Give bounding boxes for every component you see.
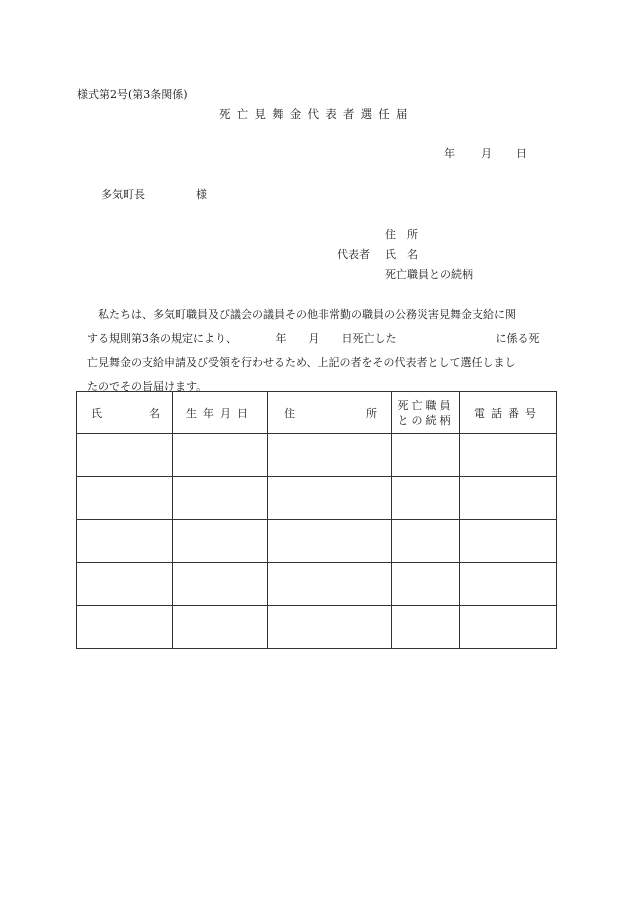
cell-relation[interactable] xyxy=(392,477,460,520)
declaration-text xyxy=(87,303,557,399)
cell-name[interactable] xyxy=(77,477,173,520)
cell-birthdate[interactable] xyxy=(173,434,268,477)
cell-phone[interactable] xyxy=(460,606,557,649)
cell-address[interactable] xyxy=(268,606,392,649)
cell-address[interactable] xyxy=(268,477,392,520)
cell-birthdate[interactable] xyxy=(173,606,268,649)
cell-phone[interactable] xyxy=(460,477,557,520)
declaration-line: 私たちは、多気町職員及び議会の議員その他非常勤の職員の公務災害見舞金支給に関 xyxy=(87,308,516,321)
representative-relation-label: 死亡職員との続柄 xyxy=(385,268,473,281)
header-name-first-char: 氏 xyxy=(91,406,102,420)
representative-block xyxy=(337,226,537,286)
date-year-label: 年 xyxy=(444,147,455,160)
cell-phone[interactable] xyxy=(460,520,557,563)
cell-relation[interactable] xyxy=(392,563,460,606)
addressee-honorific: 様 xyxy=(196,188,207,201)
cell-relation[interactable] xyxy=(392,606,460,649)
cell-name[interactable] xyxy=(77,434,173,477)
document-title: 死亡見舞金代表者選任届 xyxy=(219,107,414,121)
cell-name[interactable] xyxy=(77,520,173,563)
representative-address-label: 住 所 xyxy=(385,228,418,241)
date-month-label: 月 xyxy=(481,147,492,160)
cell-birthdate[interactable] xyxy=(173,477,268,520)
addressee-name: 多気町長 xyxy=(101,188,145,201)
cell-relation[interactable] xyxy=(392,520,460,563)
cell-address[interactable] xyxy=(268,434,392,477)
cell-phone[interactable] xyxy=(460,563,557,606)
declaration-line: たのでその旨届けます。 xyxy=(87,380,208,393)
table-row xyxy=(77,477,557,520)
representatives-table xyxy=(76,391,557,649)
table-row xyxy=(77,606,557,649)
declaration-line: する規則第3条の規定により、 年 月 日死亡した に係る死 xyxy=(87,332,540,345)
header-birthdate xyxy=(173,392,268,434)
date-line xyxy=(444,145,527,161)
representative-name-label: 氏 名 xyxy=(385,248,418,261)
header-relation-line2: との続柄 xyxy=(397,413,454,427)
header-address xyxy=(268,392,392,434)
header-name xyxy=(77,392,173,434)
cell-name[interactable] xyxy=(77,563,173,606)
table-header-row xyxy=(77,392,557,434)
header-address-first-char: 住 xyxy=(284,406,295,420)
representative-prefix: 代表者 xyxy=(337,248,370,261)
cell-birthdate[interactable] xyxy=(173,520,268,563)
date-day-label: 日 xyxy=(516,147,527,160)
table-row xyxy=(77,563,557,606)
cell-birthdate[interactable] xyxy=(173,563,268,606)
declaration-line: 亡見舞金の支給申請及び受領を行わせるため、上記の者をその代表者として選任しまし xyxy=(87,356,516,369)
addressee xyxy=(101,186,207,202)
cell-address[interactable] xyxy=(268,520,392,563)
cell-relation[interactable] xyxy=(392,434,460,477)
header-relation xyxy=(392,392,460,434)
table-row xyxy=(77,520,557,563)
cell-address[interactable] xyxy=(268,563,392,606)
header-name-second-char: 名 xyxy=(149,406,160,420)
header-phone-label: 電話番号 xyxy=(474,406,542,420)
form-number: 様式第2号(第3条関係) xyxy=(77,88,188,101)
header-relation-line1: 死亡職員 xyxy=(397,398,454,412)
header-address-second-char: 所 xyxy=(366,406,377,420)
cell-name[interactable] xyxy=(77,606,173,649)
table-row xyxy=(77,434,557,477)
cell-phone[interactable] xyxy=(460,434,557,477)
header-birthdate-label: 生年月日 xyxy=(186,406,254,420)
header-phone xyxy=(460,392,557,434)
